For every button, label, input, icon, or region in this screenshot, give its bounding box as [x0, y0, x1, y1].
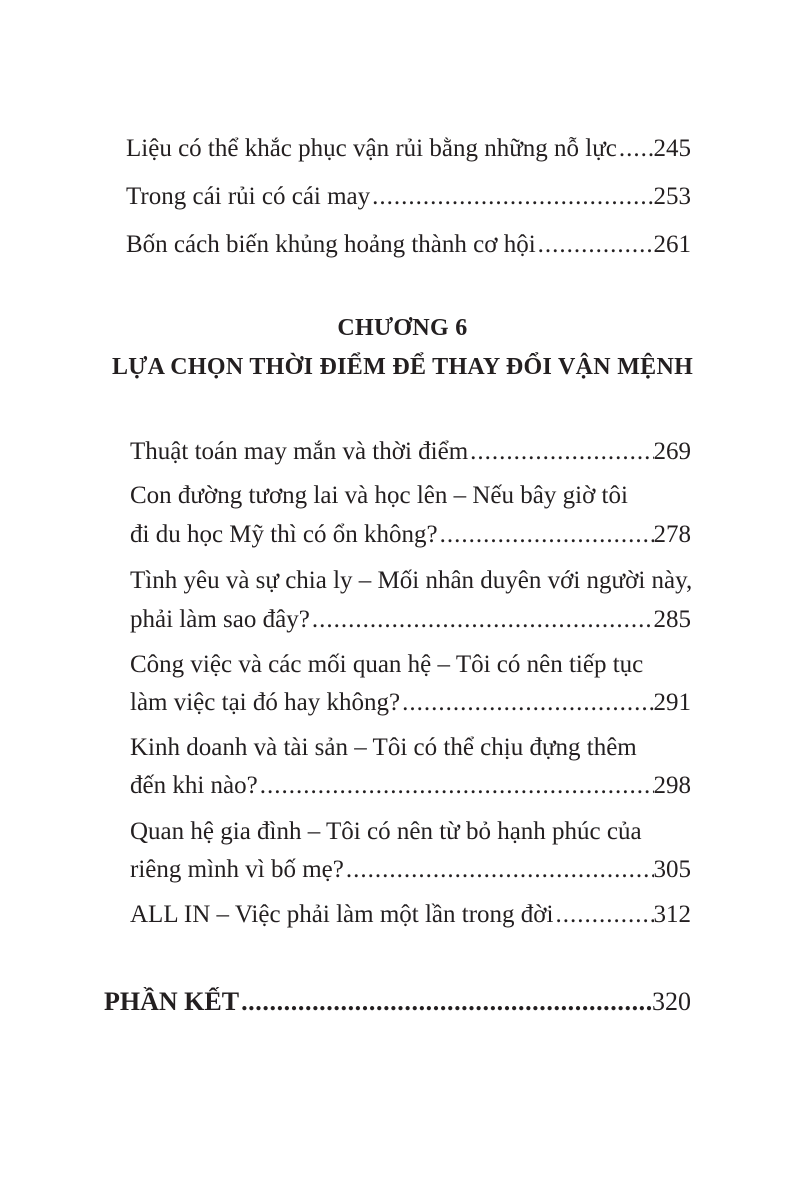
toc-entry-title: ALL IN – Việc phải làm một lần trong đời — [130, 901, 554, 928]
leader-dots — [346, 855, 654, 885]
leader-dots — [555, 900, 653, 930]
toc-entry-title-line1: Tình yêu và sự chia ly – Mối nhân duyên với người này, — [130, 567, 693, 594]
toc-entry-title: đến khi nào? — [130, 772, 258, 799]
toc-entry — [130, 605, 691, 635]
toc-entry — [130, 520, 691, 550]
toc-entry — [130, 688, 691, 718]
toc-entry-page: 285 — [653, 606, 691, 633]
leader-dots — [312, 605, 654, 635]
toc-entry-page: 298 — [653, 772, 691, 799]
toc-entry-title-line1: Quan hệ gia đình – Tôi có nên từ bỏ hạnh phúc của — [130, 818, 642, 845]
epilogue-page: 320 — [652, 987, 691, 1016]
toc-entry — [130, 855, 691, 885]
toc-entry-page: 245 — [653, 135, 691, 162]
leader-dots — [440, 520, 654, 550]
leader-dots — [241, 987, 652, 1017]
toc-entry-title: Liệu có thể khắc phục vận rủi bằng những nỗ lực — [126, 135, 617, 162]
toc-entry — [130, 437, 691, 467]
toc-entry-title-line1: Công việc và các mối quan hệ – Tôi có nên tiếp tục — [130, 651, 644, 678]
leader-dots — [402, 688, 653, 718]
toc-entry-title: Trong cái rủi có cái may — [126, 183, 371, 210]
chapter-title: LỰA CHỌN THỜI ĐIỂM ĐỂ THAY ĐỔI VẬN MỆNH — [111, 354, 694, 380]
toc-entry-page: 278 — [653, 521, 691, 548]
toc-entry-title-line1: Kinh doanh và tài sản – Tôi có thể chịu đựng thêm — [130, 734, 637, 761]
toc-entry-page: 312 — [653, 901, 691, 928]
epilogue-title: PHẦN KẾT — [104, 987, 240, 1016]
toc-entry-page: 261 — [653, 231, 691, 258]
toc-entry-page: 305 — [653, 856, 691, 883]
toc-entry-title-line1: Con đường tương lai và học lên – Nếu bây giờ tôi — [130, 482, 628, 509]
toc-entry — [130, 900, 691, 930]
epilogue-entry — [104, 987, 691, 1017]
toc-entry — [126, 182, 691, 212]
toc-entry-title: phải làm sao đây? — [130, 606, 310, 633]
leader-dots — [372, 182, 653, 212]
toc-entry-page: 269 — [653, 438, 691, 465]
toc-entry — [130, 771, 691, 801]
leader-dots — [470, 437, 653, 467]
toc-entry-title: đi du học Mỹ thì có ổn không? — [130, 521, 438, 548]
toc-entry-title: Bốn cách biến khủng hoảng thành cơ hội — [126, 231, 536, 258]
toc-entry — [126, 134, 691, 164]
toc-entry-title: làm việc tại đó hay không? — [130, 689, 401, 716]
chapter-number: CHƯƠNG 6 — [337, 315, 468, 341]
toc-entry — [126, 230, 691, 260]
leader-dots — [538, 230, 654, 260]
toc-entry-page: 291 — [653, 689, 691, 716]
toc-entry-title: riêng mình vì bố mẹ? — [130, 856, 344, 883]
leader-dots — [260, 771, 654, 801]
toc-entry-title: Thuật toán may mắn và thời điểm — [130, 438, 469, 465]
leader-dots — [619, 134, 654, 164]
toc-entry-page: 253 — [653, 183, 691, 210]
